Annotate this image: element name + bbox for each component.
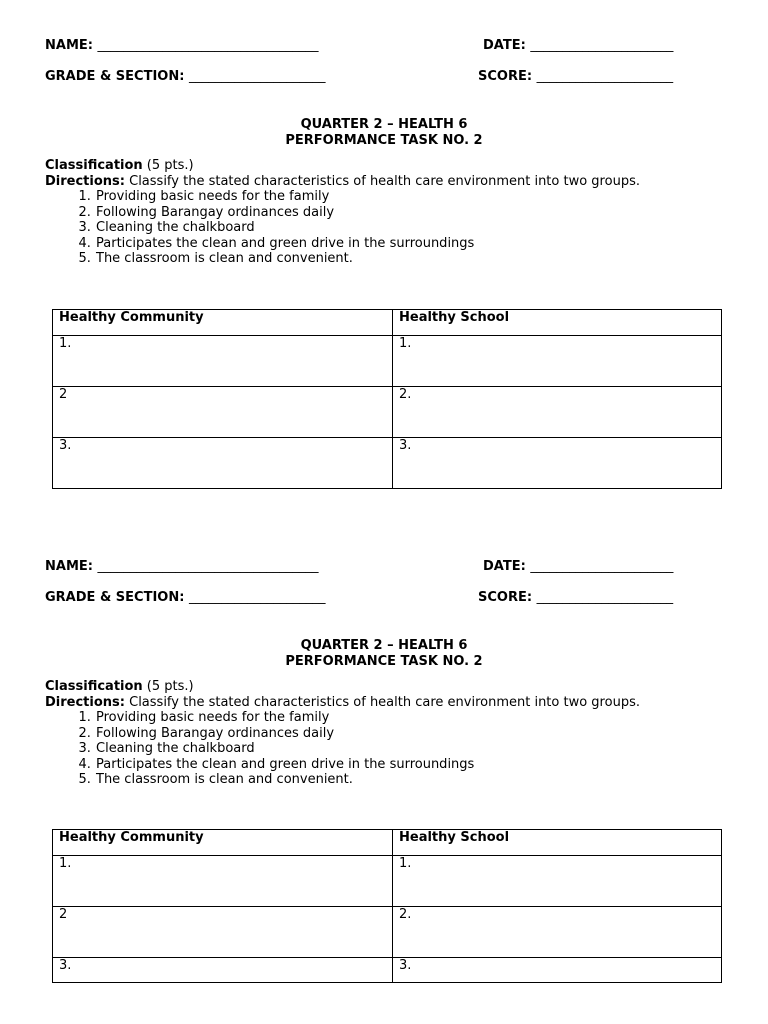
name-blank[interactable]: __________________________________: [97, 559, 319, 574]
table-row: [53, 856, 722, 907]
title-line-1: QUARTER 2 – HEALTH 6: [300, 117, 468, 132]
grade-section-blank[interactable]: _____________________: [188, 590, 326, 605]
school-answer-cell[interactable]: 2.: [393, 907, 722, 958]
directions-line: [45, 174, 695, 190]
score-field[interactable]: [478, 69, 673, 85]
directions-line: [45, 695, 695, 711]
list-item: 2. Following Barangay ordinances daily: [95, 726, 695, 742]
worksheet-1: [0, 0, 768, 500]
school-answer-cell[interactable]: 1.: [393, 336, 722, 387]
list-item: 1. Providing basic needs for the family: [95, 710, 695, 726]
score-blank[interactable]: _____________________: [536, 69, 674, 84]
grade-section-label: GRADE & SECTION:: [45, 590, 185, 605]
list-item: 1. Providing basic needs for the family: [95, 189, 695, 205]
table-header-row: [53, 310, 722, 336]
title-line-2: PERFORMANCE TASK NO. 2: [285, 654, 483, 669]
score-label: SCORE:: [478, 590, 533, 605]
header-healthy-school: Healthy School: [393, 830, 722, 856]
grade-section-label: GRADE & SECTION:: [45, 69, 185, 84]
score-field[interactable]: [478, 590, 673, 606]
classification-points: (5 pts.): [142, 679, 194, 694]
classification-line: [45, 679, 695, 695]
characteristics-list: [45, 710, 695, 788]
table-row: [53, 958, 722, 983]
worksheet-2: [0, 521, 768, 1021]
header-healthy-school: Healthy School: [393, 310, 722, 336]
date-blank[interactable]: ______________________: [530, 38, 674, 53]
characteristics-list: [45, 189, 695, 267]
header-healthy-community: Healthy Community: [53, 310, 393, 336]
instructions: [45, 158, 695, 267]
list-item: 4. Participates the clean and green drive in the surroundings: [95, 757, 695, 773]
school-answer-cell[interactable]: 1.: [393, 856, 722, 907]
date-field[interactable]: [483, 559, 673, 575]
school-answer-cell[interactable]: 3.: [393, 438, 722, 489]
title-line-2: PERFORMANCE TASK NO. 2: [285, 133, 483, 148]
directions-label: Directions:: [45, 694, 125, 710]
name-blank[interactable]: __________________________________: [97, 38, 319, 53]
list-item: 4. Participates the clean and green drive in the surroundings: [95, 236, 695, 252]
date-field[interactable]: [483, 38, 673, 54]
classification-label: Classification: [45, 158, 143, 173]
title-line-1: QUARTER 2 – HEALTH 6: [300, 638, 468, 653]
table-row: [53, 336, 722, 387]
community-answer-cell[interactable]: 1.: [53, 856, 393, 907]
directions-label: Directions:: [45, 173, 125, 189]
score-label: SCORE:: [478, 69, 533, 84]
date-label: DATE:: [483, 559, 526, 574]
community-answer-cell[interactable]: 2: [53, 907, 393, 958]
date-label: DATE:: [483, 38, 526, 53]
directions-text: Classify the stated characteristics of health care environment into two groups.: [124, 173, 640, 189]
classification-line: [45, 158, 695, 174]
instructions: [45, 679, 695, 788]
school-answer-cell[interactable]: 2.: [393, 387, 722, 438]
grade-section-field[interactable]: [45, 69, 325, 85]
table-header-row: [53, 830, 722, 856]
date-blank[interactable]: ______________________: [530, 559, 674, 574]
list-item: 3. Cleaning the chalkboard: [95, 220, 695, 236]
list-item: 3. Cleaning the chalkboard: [95, 741, 695, 757]
score-blank[interactable]: _____________________: [536, 590, 674, 605]
list-item: 5. The classroom is clean and convenient.: [95, 772, 695, 788]
community-answer-cell[interactable]: 3.: [53, 958, 393, 983]
classification-table: [52, 829, 722, 983]
name-label: NAME:: [45, 559, 93, 574]
header-healthy-community: Healthy Community: [53, 830, 393, 856]
table-row: [53, 907, 722, 958]
grade-section-field[interactable]: [45, 590, 325, 606]
community-answer-cell[interactable]: 3.: [53, 438, 393, 489]
name-label: NAME:: [45, 38, 93, 53]
list-item: 2. Following Barangay ordinances daily: [95, 205, 695, 221]
table-row: [53, 438, 722, 489]
classification-label: Classification: [45, 679, 143, 694]
list-item: 5. The classroom is clean and convenient.: [95, 251, 695, 267]
directions-text: Classify the stated characteristics of health care environment into two groups.: [124, 694, 640, 710]
community-answer-cell[interactable]: 2: [53, 387, 393, 438]
table-row: [53, 387, 722, 438]
school-answer-cell[interactable]: 3.: [393, 958, 722, 983]
classification-points: (5 pts.): [142, 158, 194, 173]
name-field[interactable]: [45, 38, 319, 54]
community-answer-cell[interactable]: 1.: [53, 336, 393, 387]
grade-section-blank[interactable]: _____________________: [188, 69, 326, 84]
classification-table: [52, 309, 722, 489]
name-field[interactable]: [45, 559, 319, 575]
